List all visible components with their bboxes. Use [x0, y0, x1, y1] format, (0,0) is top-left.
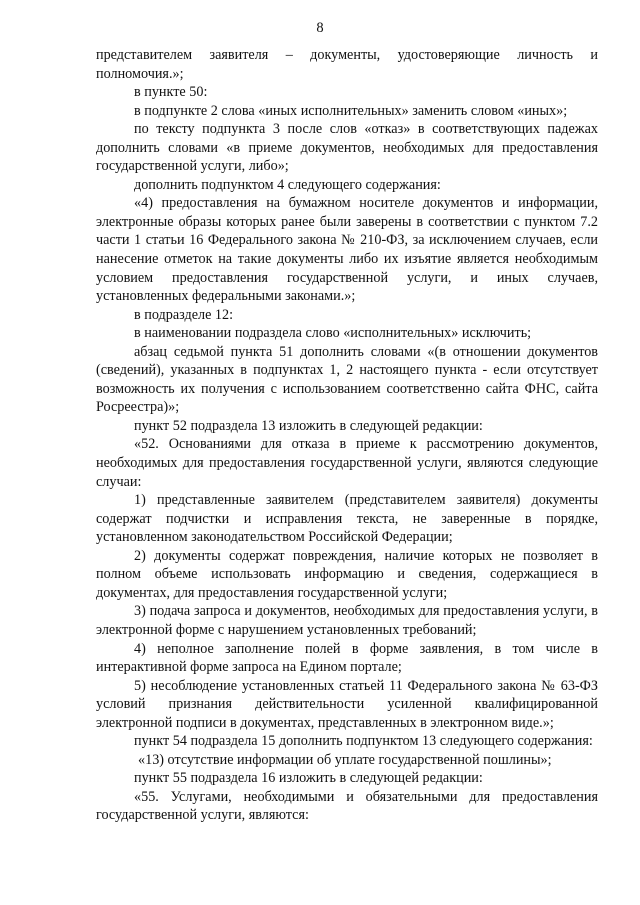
paragraph-18: «13) отсутствие информации об уплате государственной пошлины»;: [138, 751, 552, 768]
paragraph-11: «52. Основаниями для отказа в приеме к рассмотрению документов, необходимых для предоставления государственной услуги, являются следующие случаи:: [96, 436, 598, 490]
paragraph-13: 2) документы содержат повреждения, наличие которых не позволяет в полном объеме использовать информацию и сведения, содержащиеся в документах, для предоставления государственной услуги;: [96, 547, 598, 601]
paragraph-14: 3) подача запроса и документов, необходимых для предоставления услуги, в электронной форме с нарушением установленных требований;: [96, 603, 598, 638]
paragraph-8: в наименовании подраздела слово «исполнительных» исключить;: [134, 325, 532, 342]
page-number: 8: [316, 20, 324, 36]
paragraph-4: по тексту подпункта 3 после слов «отказ» в соответствующих падежах дополнить словами «в приеме документов, необходимых для предоставления государственной услуги, либо»;: [96, 121, 598, 175]
document-body: [96, 46, 598, 825]
paragraph-2: в пункте 50:: [134, 84, 208, 101]
paragraph-7: в подразделе 12:: [134, 306, 234, 323]
paragraph-10: пункт 52 подраздела 13 изложить в следующей редакции:: [134, 417, 483, 434]
paragraph-17: пункт 54 подраздела 15 дополнить подпунктом 13 следующего содержания:: [134, 733, 593, 750]
paragraph-19: пункт 55 подраздела 16 изложить в следующей редакции:: [134, 770, 483, 787]
paragraph-6: «4) предоставления на бумажном носителе документов и информации, электронные образы которых ранее были заверены в соответствии с пунктом 7.2 части 1 статьи 16 Федерального закона № 210-ФЗ, за исключением случаев, если нанесение отметок на такие документы либо их изъятие является необходимым условием предоставления государственной услуги, и иных случаев, установленных федеральными законами.»;: [96, 195, 598, 305]
paragraph-5: дополнить подпунктом 4 следующего содержания:: [134, 176, 441, 193]
paragraph-1: представителем заявителя – документы, удостоверяющие личность и полномочия.»;: [96, 47, 598, 82]
paragraph-20: «55. Услугами, необходимыми и обязательными для предоставления государственной услуги, являются:: [96, 788, 598, 824]
paragraph-15: 4) неполное заполнение полей в форме заявления, в том числе в интерактивной форме запроса на Едином портале;: [96, 640, 598, 676]
paragraph-16: 5) несоблюдение установленных статьей 11 Федерального закона № 63-ФЗ условий признания действительности усиленной квалифицированной электронной подписи в документах, представленных в электронном виде.»;: [96, 677, 598, 731]
paragraph-9: абзац седьмой пункта 51 дополнить словами «(в отношении документов (сведений), указанных в подпунктах 1, 2 настоящего пункта - если отсутствует возможность их получения с использованием соответственно сайта ФНС, сайта Росреестра)»;: [96, 343, 598, 416]
paragraph-12: 1) представленные заявителем (представителем заявителя) документы содержат подчистки и исправления текста, не заверенные в порядке, установленном законодательством Российской Федерации;: [96, 492, 598, 546]
paragraph-3: в подпункте 2 слова «иных исполнительных» заменить словом «иных»;: [134, 102, 568, 119]
